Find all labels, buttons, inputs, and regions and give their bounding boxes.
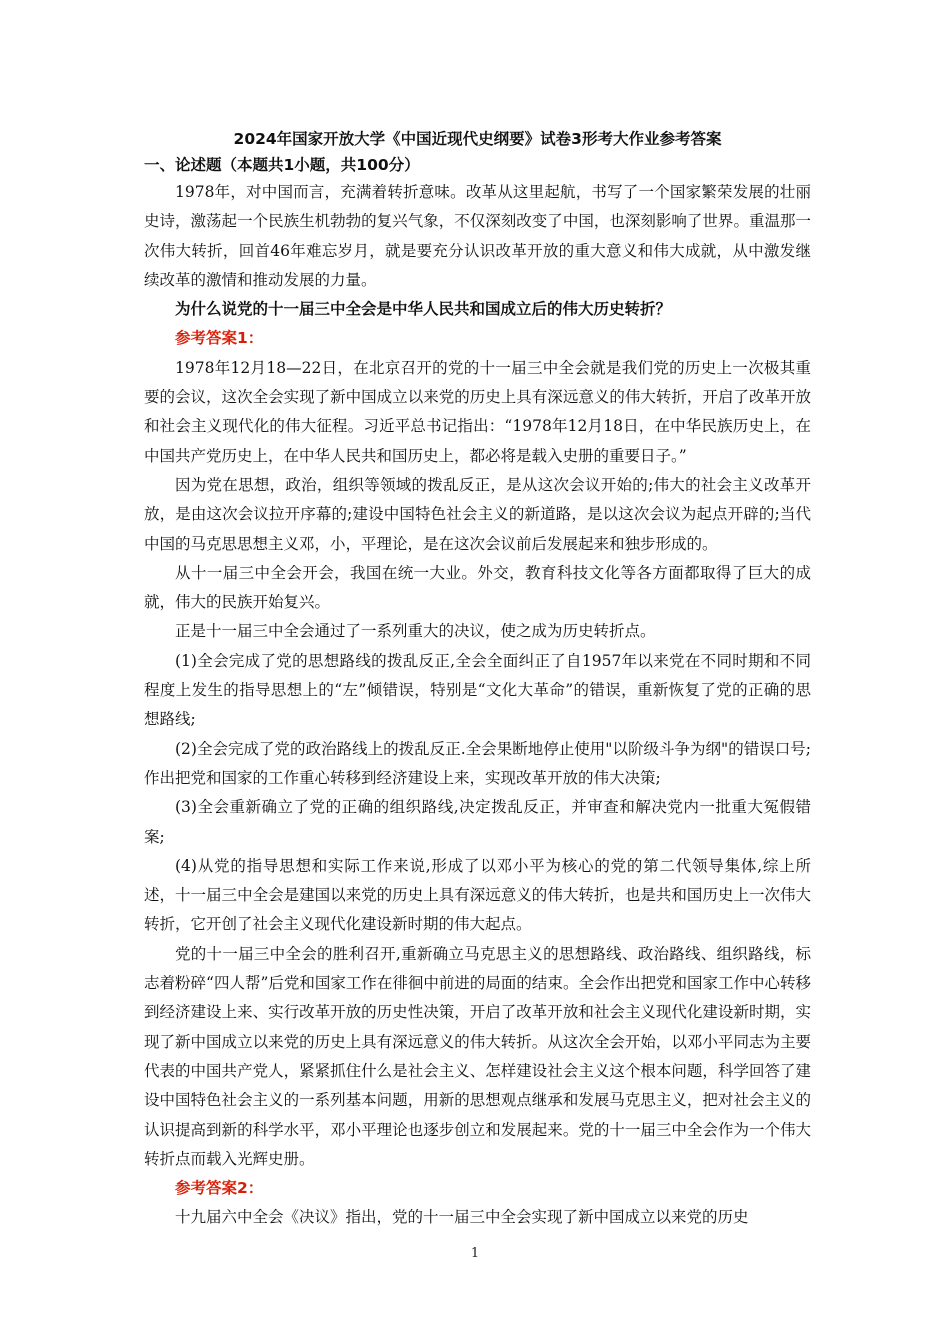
answer-1-list-item: (4)从党的指导思想和实际工作来说,形成了以邓小平为核心的党的第二代领导集体,综上所述，十一届三中全会是建国以来党的历史上具有深远意义的伟大转折，也是共和国历史上一次伟大转折，它开创了社会主义现代化建设新时期的伟大起点。: [144, 856, 811, 934]
answer-1-list-item: (2)全会完成了党的政治路线上的拨乱反正.全会果断地停止使用"以阶级斗争为纲"的错误口号;作出把党和国家的工作重心转移到经济建设上来，实现改革开放的伟大决策;: [144, 739, 811, 787]
answer-2-label: 参考答案2：: [175, 1179, 264, 1198]
intro-paragraph: 1978年，对中国而言，充满着转折意味。改革从这里起航，书写了一个国家繁荣发展的壮丽史诗，激荡起一个民族生机勃勃的复兴气象，不仅深刻改变了中国，也深刻影响了世界。重温那一次伟大转折，回首46年难忘岁月，就是要充分认识改革开放的重大意义和伟大成就，从中激发继续改革的激情和推动发展的力量。: [144, 183, 811, 289]
answer-1-paragraph: 正是十一届三中全会通过了一系列重大的决议，使之成为历史转折点。: [175, 622, 656, 641]
question-text: 为什么说党的十一届三中全会是中华人民共和国成立后的伟大历史转折？: [175, 300, 672, 319]
answer-1-paragraph: 从十一届三中全会开会，我国在统一大业。外交，教育科技文化等各方面都取得了巨大的成就，伟大的民族开始复兴。: [144, 563, 811, 612]
document-title: 2024年国家开放大学《中国近现代史纲要》试卷3形考大作业参考答案: [233, 130, 722, 148]
answer-1-paragraph: 1978年12月18—22日，在北京召开的党的十一届三中全会就是我们党的历史上一次极其重要的会议，这次全会实现了新中国成立以来党的历史上具有深远意义的伟大转折，开启了改革开放和社会主义现代化的伟大征程。习近平总书记指出：“1978年12月18日，在中华民族历史上，在中国共产党历史上，在中华人民共和国历史上，都必将是载入史册的重要日子。”: [144, 358, 811, 465]
answer-1-list-item: (3)全会重新确立了党的正确的组织路线,决定拨乱反正，并审查和解决党内一批重大冤假错案;: [144, 798, 811, 846]
answer-1-paragraph: 因为党在思想，政治，组织等领域的拨乱反正，是从这次会议开始的;伟大的社会主义改革开放，是由这次会议拉开序幕的;建设中国特色社会主义的新道路，是以这次会议为起点开辟的;当代中国的马克思思想主义邓，小，平理论，是在这次会议前后发展起来和独步形成的。: [144, 475, 811, 553]
answer-1-label: 参考答案1：: [175, 329, 264, 348]
answer-1-list-item: (1)全会完成了党的思想路线的拨乱反正,全会全面纠正了自1957年以来党在不同时期和不同程度上发生的指导思想上的“左”倾错误，特别是“文化大革命”的错误，重新恢复了党的正确的思想路线;: [144, 651, 811, 729]
section-heading: 一、论述题（本题共1小题，共100分）: [144, 156, 420, 174]
document-body: [144, 126, 811, 1233]
answer-2-paragraph: 十九届六中全会《决议》指出，党的十一届三中全会实现了新中国成立以来党的历史: [175, 1208, 749, 1227]
answer-1-paragraph: 党的十一届三中全会的胜利召开,重新确立马克思主义的思想路线、政治路线、组织路线，标志着粉碎“四人帮”后党和国家工作在徘徊中前进的局面的结束。全会作出把党和国家工作中心转移到经济建设上来、实行改革开放的历史性决策，开启了改革开放和社会主义现代化建设新时期，实现了新中国成立以来党的历史上具有深远意义的伟大转折。从这次全会开始，以邓小平同志为主要代表的中国共产党人，紧紧抓住什么是社会主义、怎样建设社会主义这个根本问题，科学回答了建设中国特色社会主义的一系列基本问题，用新的思想观点继承和发展马克思主义，把对社会主义的认识提高到新的科学水平，邓小平理论也逐步创立和发展起来。党的十一届三中全会作为一个伟大转折点而载入光辉史册。: [144, 944, 811, 1168]
page-number: 1: [470, 1246, 480, 1261]
